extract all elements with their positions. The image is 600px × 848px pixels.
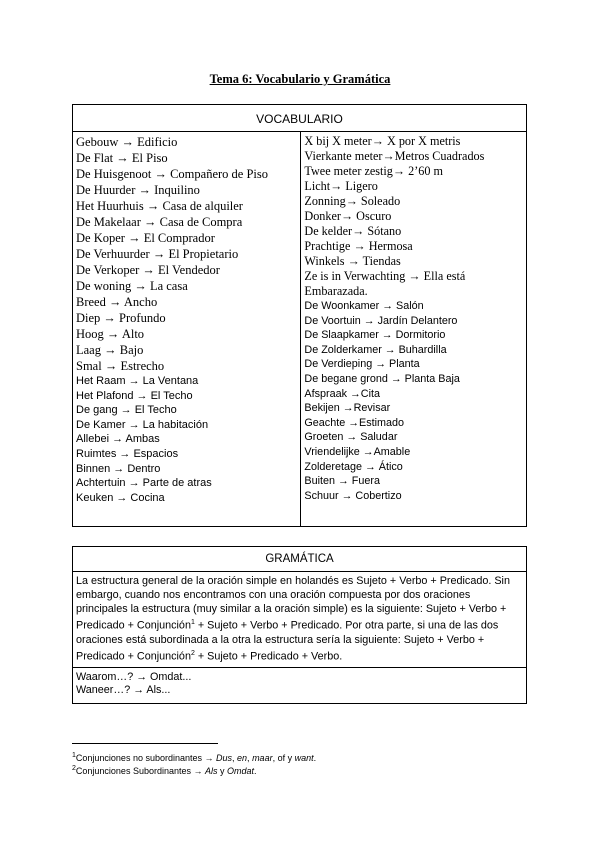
- vocab-item: Zonning→ Soleado: [304, 194, 401, 208]
- vocab-item: Keuken → Cocina: [76, 491, 165, 504]
- vocab-item: Vierkante meter→Metros Cuadrados: [304, 149, 485, 163]
- vocab-item: Winkels → Tiendas: [304, 254, 401, 268]
- vocab-item: Het Huurhuis → Casa de alquiler: [76, 199, 243, 213]
- vocab-item: De Flat → El Piso: [76, 151, 168, 165]
- left-serif-list: [76, 134, 297, 374]
- vocab-item: Gebouw → Edificio: [76, 135, 178, 149]
- vocab-item: Prachtige → Hermosa: [304, 239, 413, 253]
- vocab-item: De begane grond → Planta Baja: [304, 372, 460, 385]
- vocab-item: Vriendelijke →Amable: [304, 445, 411, 458]
- right-serif-list: [304, 134, 523, 299]
- vocab-item: Bekijen →Revisar: [304, 402, 391, 415]
- grammar-examples: [73, 668, 527, 704]
- vocab-item: Het Raam → La Ventana: [76, 375, 199, 387]
- vocab-item: De Verkoper → El Vendedor: [76, 263, 220, 277]
- vocab-item: Geachte →Estimado: [304, 416, 405, 429]
- vocab-item: De Koper → El Comprador: [76, 231, 215, 245]
- vocab-item: Ze is in Verwachting → Ella está Embarazada.: [304, 269, 466, 298]
- vocab-item: Laag → Bajo: [76, 343, 144, 357]
- vocab-item: Achtertuin → Parte de atras: [76, 477, 212, 490]
- vocab-item: Afspraak →Cita: [304, 387, 380, 400]
- vocab-item: Hoog → Alto: [76, 327, 145, 341]
- grammar-header: GRAMÁTICA: [73, 547, 527, 572]
- footnote-ref-1[interactable]: 1: [190, 619, 195, 626]
- footnote-separator: [72, 743, 218, 744]
- vocab-item: Ruimtes → Espacios: [76, 447, 179, 460]
- vocab-item: Het Plafond → El Techo: [76, 389, 193, 402]
- vocabulary-left-column: [73, 132, 301, 527]
- vocab-item: De woning → La casa: [76, 279, 188, 293]
- grammar-paragraph: La estructura general de la oración simple en holandés es Sujeto + Verbo + Predicado. Sin embargo, cuando nos encontramos con una oración compuesta por dos oraciones principales la estructura (muy similar a la oración simple) es la siguiente: Sujeto + Verbo + Predicado + Conjunción$^1$ + Sujeto + Verbo + Predicado. Por otra parte, si una de las dos oraciones está subordinada a la otra la estructura sería la siguiente: Sujeto + Verbo + Predicado + Conjunción$^2$ + Sujeto + Predicado + Verbo.: [73, 572, 527, 668]
- vocab-item: De Verdieping → Planta: [304, 358, 420, 371]
- grammar-table: [72, 546, 527, 704]
- vocab-item: De Zolderkamer → Buhardilla: [304, 343, 447, 356]
- footnote-1: $^1$Conjunciones no subordinantes → Dus, en, maar, of y want.: [72, 752, 317, 763]
- vocab-item: De kelder→ Sótano: [304, 224, 402, 238]
- footnote-2: $^2$Conjunciones Subordinantes → Als y Omdat.: [72, 765, 257, 776]
- vocab-item: De gang → El Techo: [76, 404, 177, 417]
- vocab-item: Twee meter zestig→ 2’60 m: [304, 164, 443, 178]
- example-waarom: Waarom…? → Omdat...: [76, 671, 192, 684]
- vocab-item: Allebei → Ambas: [76, 433, 160, 446]
- vocab-item: De Huisgenoot → Compañero de Piso: [76, 167, 268, 181]
- vocab-item: Donker→ Oscuro: [304, 209, 392, 223]
- vocab-item: Groeten → Saludar: [304, 431, 398, 444]
- vocab-item: De Kamer → La habitación: [76, 418, 209, 431]
- vocab-item: De Huurder → Inquilino: [76, 183, 200, 197]
- example-waneer: Waneer…? → Als...: [76, 684, 171, 697]
- vocab-item: Breed → Ancho: [76, 295, 158, 309]
- vocab-item: Buiten → Fuera: [304, 475, 381, 488]
- vocab-item: De Verhuurder → El Propietario: [76, 247, 239, 261]
- vocab-item: X bij X meter→ X por X metris: [304, 134, 461, 148]
- page-title: Tema 6: Vocabulario y Gramática: [209, 72, 391, 86]
- footnote-ref-2[interactable]: 2: [190, 649, 195, 657]
- vocab-item: De Voortuin → Jardín Delantero: [304, 314, 458, 327]
- right-sans-list: [304, 299, 523, 503]
- vocab-item: Diep → Profundo: [76, 311, 166, 325]
- vocab-item: Zolderetage → Ático: [304, 460, 403, 473]
- vocab-item: De Woonkamer → Salón: [304, 300, 424, 312]
- vocab-item: Schuur → Cobertizo: [304, 489, 402, 502]
- vocabulary-table: [72, 104, 527, 527]
- vocab-item: De Makelaar → Casa de Compra: [76, 215, 243, 229]
- vocab-item: De Slaapkamer → Dormitorio: [304, 329, 446, 342]
- vocab-item: Licht→ Ligero: [304, 179, 378, 193]
- vocab-item: Binnen → Dentro: [76, 462, 161, 475]
- vocab-item: Smal → Estrecho: [76, 359, 165, 373]
- left-sans-list: [76, 374, 297, 505]
- vocabulary-right-column: [301, 132, 527, 527]
- vocabulary-header: VOCABULARIO: [73, 105, 527, 132]
